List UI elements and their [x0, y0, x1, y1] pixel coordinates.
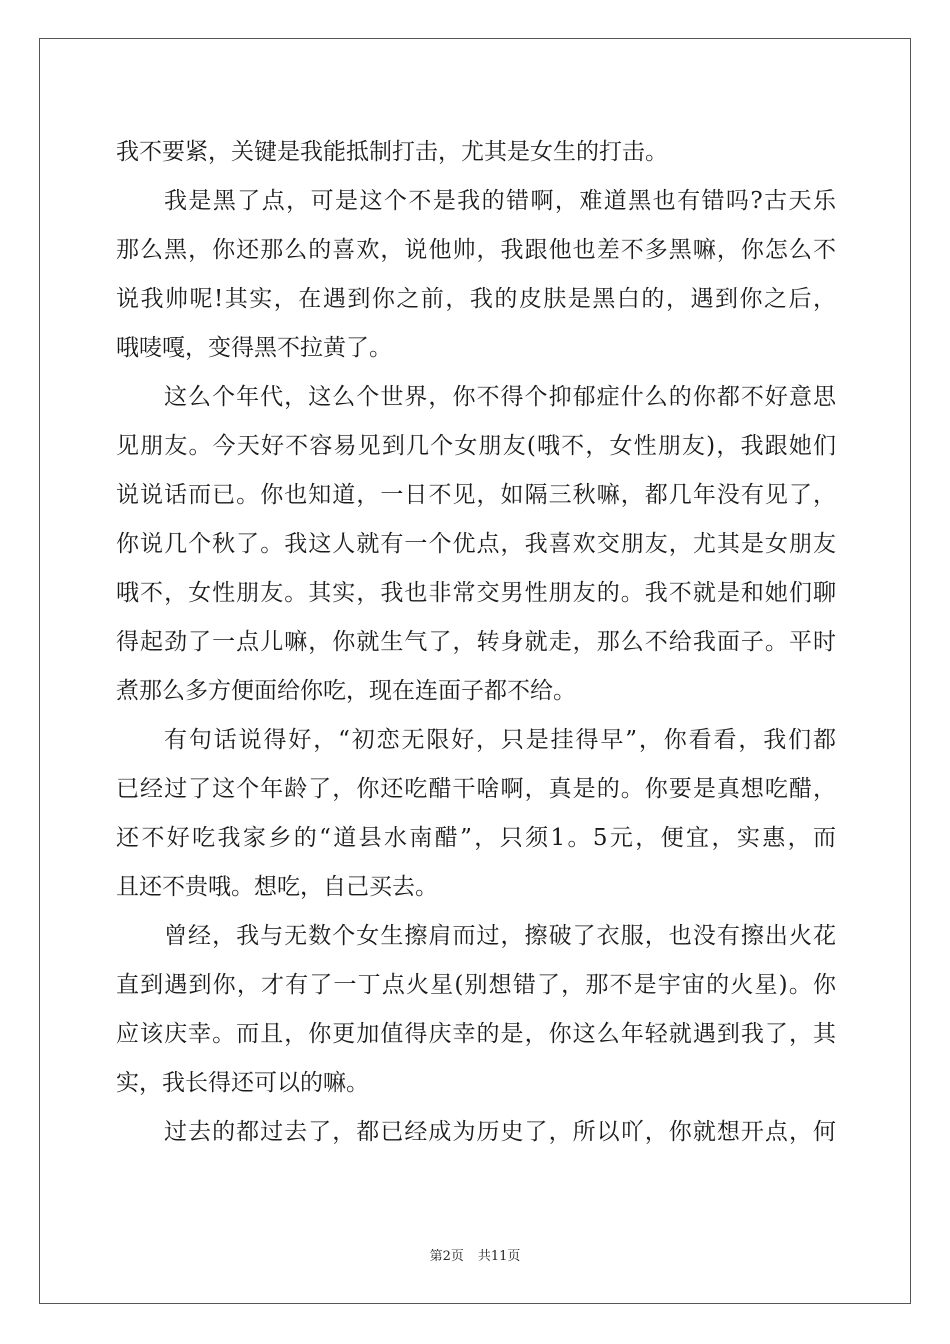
text-line: 曾经，我与无数个女生擦肩而过，擦破了衣服，也没有擦出火花	[164, 923, 836, 949]
page-footer	[0, 1245, 950, 1264]
text-line: 说我帅呢!其实，在遇到你之前，我的皮肤是黑白的，遇到你之后，	[116, 286, 836, 312]
text-line: 过去的都过去了，都已经成为历史了，所以吖，你就想开点，何	[164, 1119, 836, 1145]
text-line: 哦唛嘎，变得黑不拉黄了。	[116, 335, 392, 361]
document-body	[116, 128, 836, 1157]
text-line: 且还不贵哦。想吃，自己买去。	[116, 874, 438, 900]
text-line: 那么黑，你还那么的喜欢，说他帅，我跟他也差不多黑嘛，你怎么不	[116, 237, 836, 263]
text-line: 煮那么多方便面给你吃，现在连面子都不给。	[116, 678, 576, 704]
text-line: 哦不，女性朋友。其实，我也非常交男性朋友的。我不就是和她们聊	[116, 580, 836, 606]
text-line: 我是黑了点，可是这个不是我的错啊，难道黑也有错吗?古天乐	[164, 188, 836, 214]
text-line: 有句话说得好，“初恋无限好，只是挂得早”，你看看，我们都	[164, 727, 836, 753]
text-line: 应该庆幸。而且，你更加值得庆幸的是，你这么年轻就遇到我了，其	[116, 1021, 836, 1047]
page-total: 共11页	[477, 1249, 521, 1264]
text-line: 实，我长得还可以的嘛。	[116, 1070, 369, 1096]
text-line: 直到遇到你，才有了一丁点火星(别想错了，那不是宇宙的火星)。你	[116, 972, 836, 998]
text-line: 你说几个秋了。我这人就有一个优点，我喜欢交朋友，尤其是女朋友	[116, 531, 836, 557]
text-line: 见朋友。今天好不容易见到几个女朋友(哦不，女性朋友)，我跟她们	[116, 433, 836, 459]
text-line: 说说话而已。你也知道，一日不见，如隔三秋嘛，都几年没有见了，	[116, 482, 836, 508]
text-line: 我不要紧，关键是我能抵制打击，尤其是女生的打击。	[116, 139, 668, 165]
text-line: 得起劲了一点儿嘛，你就生气了，转身就走，那么不给我面子。平时	[116, 629, 836, 655]
page-number: 第2页	[429, 1249, 464, 1264]
text-line: 这么个年代，这么个世界，你不得个抑郁症什么的你都不好意思	[164, 384, 836, 410]
text-line: 已经过了这个年龄了，你还吃醋干啥啊，真是的。你要是真想吃醋，	[116, 776, 836, 802]
text-line: 还不好吃我家乡的“道县水南醋”，只须1。5元，便宜，实惠，而	[116, 825, 836, 851]
